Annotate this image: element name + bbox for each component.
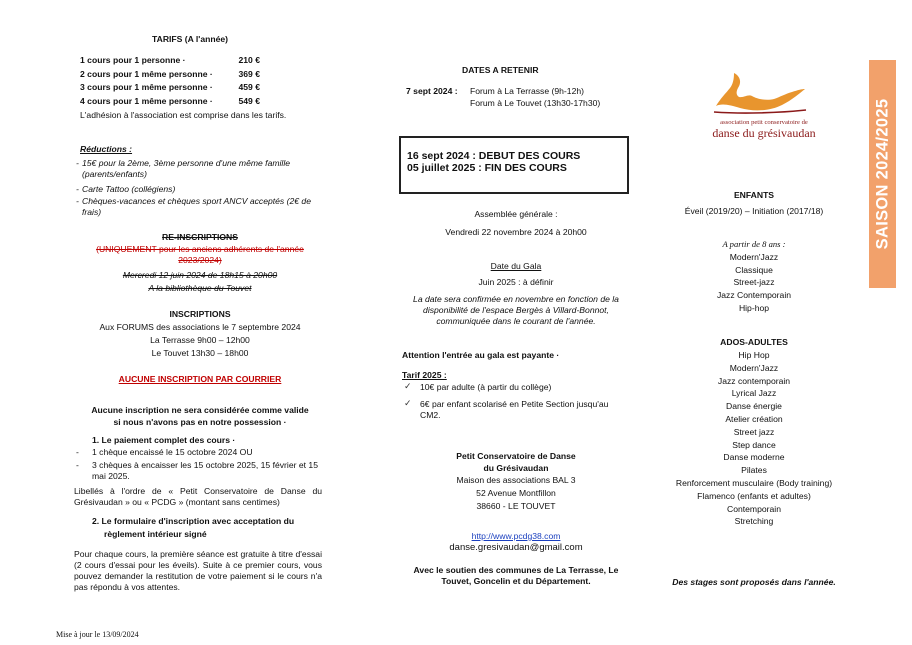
reduction-item: - 15€ pour la 2ème, 3ème personne d'une même famille (parents/enfants): [76, 158, 324, 180]
logo-association-line: association petit conservatoire de: [720, 119, 808, 126]
course-item: Street-jazz: [733, 277, 775, 288]
payment-text: 1 chèque encaissé le 15 octobre 2024 OU: [92, 447, 253, 457]
reductions-title: Réductions :: [80, 144, 133, 154]
payment-text: 3 chèques à encaisser les 15 octobre 2025, 15 février et 15 mai 2025.: [92, 460, 318, 481]
course-item: Atelier création: [725, 414, 783, 424]
forum-terrasse: Forum à La Terrasse (9h-12h): [470, 86, 584, 96]
price-label: 2 cours pour 1 même personne ·: [80, 68, 213, 79]
dancer-logo-icon: [712, 68, 808, 118]
email-address[interactable]: danse.gresivaudan@gmail.com: [449, 542, 583, 553]
reduction-text: Chèques-vacances et chèques sport ANCV acceptés (2€ de frais): [82, 196, 311, 217]
reinscriptions-title: RE-INSCRIPTIONS: [162, 232, 238, 242]
price-value: 210 €: [238, 55, 260, 65]
gala-title: Date du Gala: [490, 261, 542, 271]
stages-note: Des stages sont proposés dans l'année.: [672, 577, 836, 587]
start-date: 16 sept 2024 : DEBUT DES COURS: [407, 150, 581, 162]
course-item: Renforcement musculaire (Body training): [675, 478, 833, 488]
step-form-cont: règlement intérieur signé: [104, 529, 207, 539]
inscriptions-line: Aux FORUMS des associations le 7 septembre 2024: [99, 322, 301, 332]
org-name: Petit Conservatoire de Danse: [456, 451, 576, 461]
price-row: [80, 54, 260, 68]
price-row: [80, 81, 260, 95]
course-item: Danse énergie: [726, 401, 782, 412]
price-label: 1 cours pour 1 personne ·: [80, 55, 186, 65]
price-row: [80, 68, 260, 82]
gala-paying-note: Attention l'entrée au gala est payante ·: [402, 350, 560, 360]
forum-date: 7 sept 2024 :: [406, 86, 458, 96]
course-item: Lyrical Jazz: [731, 388, 777, 399]
address-line: Maison des associations BAL 3: [456, 475, 576, 485]
address-line: 38660 - LE TOUVET: [476, 501, 556, 511]
course-item: Flamenco (enfants et adultes): [697, 490, 811, 501]
ag-date: Vendredi 22 novembre 2024 à 20h00: [445, 227, 587, 237]
tarif-title: Tarif 2025 :: [402, 370, 447, 380]
check-icon: ✓: [404, 381, 412, 391]
course-item: Danse moderne: [723, 452, 785, 463]
inscriptions-title: INSCRIPTIONS: [169, 309, 231, 319]
course-item: Jazz contemporain: [717, 375, 791, 386]
ados-title: ADOS-ADULTES: [720, 337, 788, 347]
gala-date: Juin 2025 : à définir: [478, 277, 554, 287]
payment-item: - 3 chèques à encaisser les 15 octobre 2025, 15 février et 15 mai 2025.: [76, 460, 324, 482]
ag-title: Assemblée générale :: [474, 209, 558, 219]
enfants-title: ENFANTS: [733, 190, 775, 200]
dates-title: DATES A RETENIR: [462, 65, 539, 75]
inscriptions-line: La Terrasse 9h00 – 12h00: [150, 335, 250, 345]
inscriptions-line: Le Touvet 13h30 – 18h00: [151, 348, 249, 358]
season-dates-box: [399, 136, 629, 194]
support-text: Avec le soutien des communes de La Terrasse, Le Touvet, Goncelin et du Département.: [413, 565, 619, 586]
tarif-item: 6€ par enfant scolarisé en Petite Section jusqu'au CM2.: [420, 399, 609, 420]
warning-line: Aucune inscription ne sera considérée comme valide: [91, 405, 309, 415]
address-line: 52 Avenue Montfillon: [476, 488, 556, 498]
saison-banner: [869, 60, 896, 288]
course-item: Pilates: [741, 465, 767, 476]
check-icon: ✓: [404, 398, 412, 408]
reinscriptions-note: (UNIQUEMENT pour les anciens adhérents de l'année 2023/2024): [96, 244, 304, 265]
adhesion-note: L'adhésion à l'association est comprise dans les tarifs.: [80, 110, 287, 120]
org-name-cont: du Grésivaudan: [483, 463, 549, 473]
gala-note: La date sera confirmée en novembre en fonction de la disponibilité de l'espace Bergès à Villard-Bonnot, communiquée dans le courant de l'année.: [413, 294, 619, 326]
price-label: 4 cours pour 1 même personne ·: [80, 95, 213, 106]
tarif-item: 10€ par adulte (à partir du collège): [420, 382, 552, 392]
price-label: 3 cours pour 1 même personne ·: [80, 82, 213, 92]
order-text: Libellés à l'ordre de « Petit Conservatoire de Danse du Grésivaudan » ou « PCDG » (montant sans centimes): [74, 486, 322, 507]
step-form: 2. Le formulaire d'inscription avec acceptation du: [92, 516, 295, 526]
course-item: Stretching: [734, 516, 774, 527]
reduction-item: - Carte Tattoo (collégiens): [76, 184, 324, 195]
end-date: 05 juillet 2025 : FIN DES COURS: [407, 162, 567, 174]
tarifs-title: TARIFS (A l'année): [152, 34, 229, 44]
course-item: Classique: [735, 264, 773, 275]
reinscriptions-date: Mercredi 12 juin 2024 de 18h15 à 20h00: [122, 270, 278, 280]
update-date: Mise à jour le 13/09/2024: [56, 630, 139, 639]
course-item: Step dance: [732, 439, 776, 450]
reduction-text: 15€ pour la 2ème, 3ème personne d'une même famille (parents/enfants): [82, 158, 291, 179]
price-value: 369 €: [238, 68, 260, 79]
course-item: Jazz Contemporain: [716, 290, 792, 301]
trial-text: Pour chaque cours, la première séance est gratuite à titre d'essai (2 cours d'essai pour les éveils). Suite à ce premier cours, vous pouvez demander la restitution de votre paiement si le cours n'a pas répondu à vos attentes.: [74, 549, 322, 592]
website-link[interactable]: http://www.pcdg38.com: [471, 531, 561, 541]
no-mail-warning: AUCUNE INSCRIPTION PAR COURRIER: [118, 374, 282, 384]
logo-name: danse du grésivaudan: [712, 126, 816, 140]
course-item: Contemporain: [727, 503, 781, 514]
from8-label: A partir de 8 ans :: [722, 239, 786, 249]
price-value: 459 €: [238, 82, 260, 92]
course-item: Street jazz: [733, 426, 775, 437]
warning-line: si nous n'avons pas en notre possession ·: [113, 417, 287, 427]
eveil-line: Éveil (2019/20) – Initiation (2017/18): [684, 206, 824, 216]
reduction-text: Carte Tattoo (collégiens): [82, 184, 176, 194]
course-item: Hip Hop: [738, 350, 770, 360]
forum-touvet: Forum à Le Touvet (13h30-17h30): [470, 98, 601, 108]
payment-item: - 1 chèque encaissé le 15 octobre 2024 OU: [76, 447, 324, 458]
saison-label: SAISON 2024/2025: [873, 98, 891, 250]
reduction-item: - Chèques-vacances et chèques sport ANCV acceptés (2€ de frais): [76, 196, 324, 218]
course-item: Modern'Jazz: [729, 362, 779, 373]
price-row: [80, 95, 260, 109]
course-item: Hip-hop: [738, 303, 770, 313]
course-item: Modern'Jazz: [729, 251, 779, 262]
price-value: 549 €: [238, 95, 260, 106]
step-payment: 1. Le paiement complet des cours ·: [92, 435, 236, 445]
reinscriptions-place: A la bibliothèque du Touvet: [148, 283, 252, 293]
